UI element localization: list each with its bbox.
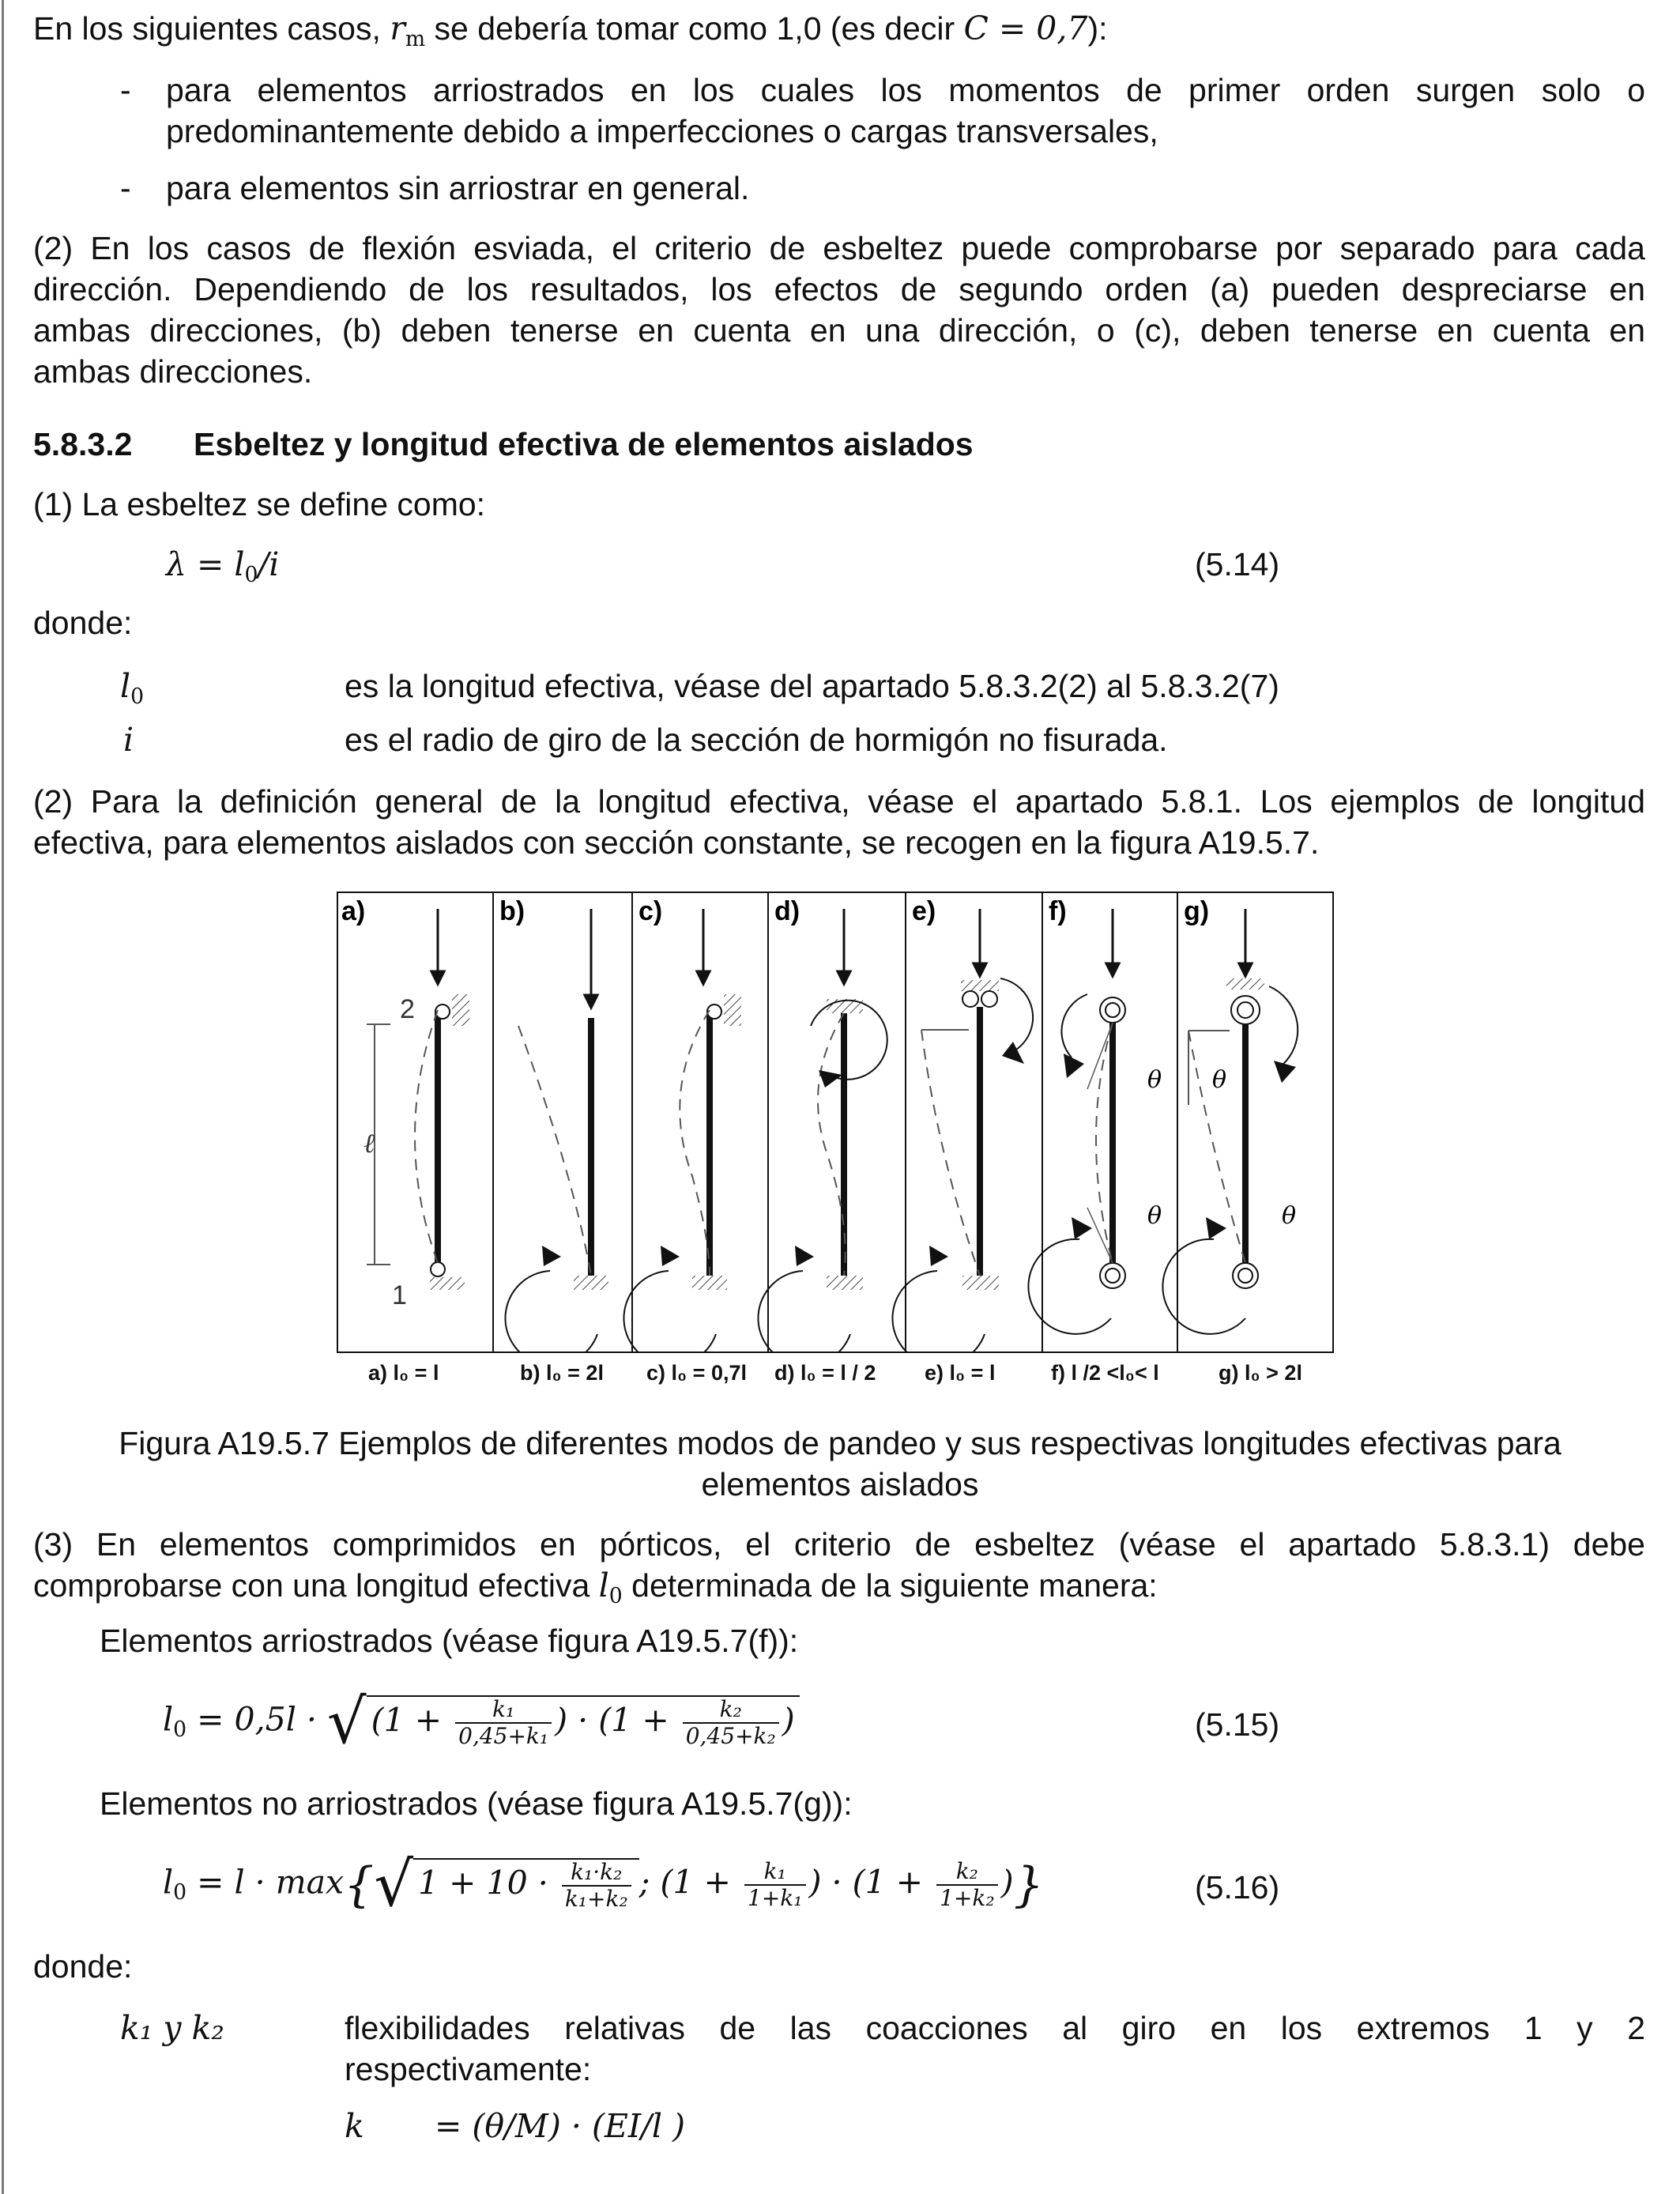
subcaption-f: f) l /2 <l₀< l bbox=[1051, 1361, 1159, 1385]
panel-label-f: f) bbox=[1049, 896, 1067, 926]
panel-label-a: a) bbox=[341, 896, 366, 926]
section-title: Esbeltez y longitud efectiva de elementos aislados bbox=[194, 426, 974, 462]
bullet-1-dash: - bbox=[120, 72, 131, 108]
subcaption-a: a) l₀ = l bbox=[368, 1361, 439, 1385]
equation-5-15: l0 = 0,5l · √ (1 + $\frac{\text{k₁}}{\text{0,45+k₁}}$ ) · (1 + $\frac{\text{k₂}}{\text{0,45+k₂}}$ ) bbox=[163, 1695, 800, 1750]
def-i-symbol: i bbox=[123, 721, 134, 759]
length-label: ℓ bbox=[363, 1128, 375, 1159]
page-left-border bbox=[2, 0, 4, 2194]
k-eq-rhs: = (θ/M) · (EI/l ) bbox=[435, 2107, 686, 2145]
theta-label-f-top: θ bbox=[1147, 1066, 1162, 1094]
panel-label-c: c) bbox=[638, 896, 663, 926]
subcaption-b: b) l₀ = 2l bbox=[520, 1361, 604, 1385]
equation-5-14-number: (5.14) bbox=[1195, 546, 1280, 582]
rm-symbol: rm bbox=[390, 9, 426, 51]
k-def-line-2: respectivamente: bbox=[345, 2051, 592, 2087]
intro-text-c: ): bbox=[1087, 10, 1108, 47]
subcaption-e: e) l₀ = l bbox=[925, 1361, 996, 1385]
s3-line-2: comprobarse con una longitud efectiva l0 determinada de la siguiente manera: bbox=[33, 1566, 1158, 1608]
p2-line-4: ambas direcciones. bbox=[33, 353, 313, 390]
donde-label-2: donde: bbox=[33, 1948, 133, 1985]
k-eq-lhs: k bbox=[345, 2107, 364, 2145]
panel-label-b: b) bbox=[499, 896, 525, 926]
c-equation: C = 0,7 bbox=[963, 9, 1088, 47]
subcaption-d: d) l₀ = l / 2 bbox=[774, 1361, 876, 1385]
s1-text: (1) La esbeltez se define como: bbox=[33, 486, 486, 522]
unbraced-heading: Elementos no arriostrados (véase figura A19.5.7(g)): bbox=[100, 1785, 853, 1822]
bullet-1-line-2: predominantemente debido a imperfecciones o cargas transversales, bbox=[166, 113, 1158, 149]
theta-label-f-bottom: θ bbox=[1147, 1202, 1162, 1230]
equation-5-14: λ = l0/i bbox=[166, 545, 280, 587]
buckling-modes-figure bbox=[337, 892, 1334, 1353]
subcaption-g: g) l₀ > 2l bbox=[1219, 1361, 1302, 1385]
equation-5-16-number: (5.16) bbox=[1195, 1869, 1280, 1906]
def-i-text: es el radio de giro de la sección de hormigón no fisurada. bbox=[345, 722, 1168, 758]
def-l0-symbol: l0 bbox=[120, 667, 145, 709]
panel-label-g: g) bbox=[1184, 896, 1210, 926]
figure-caption-line-2: elementos aislados bbox=[701, 1466, 979, 1502]
bullet-1-line-1: para elementos arriostrados en los cuales los momentos de primer orden surgen solo o bbox=[166, 72, 1645, 108]
equation-5-15-number: (5.15) bbox=[1195, 1706, 1280, 1743]
def-l0-text: es la longitud efectiva, véase del apartado 5.8.3.2(2) al 5.8.3.2(7) bbox=[345, 668, 1279, 704]
p2-line-3: ambas direcciones, (b) deben tenerse en cuenta en una dirección, o (c), deben tenerse en cuenta en bbox=[33, 312, 1645, 349]
s3-line-1: (3) En elementos comprimidos en pórticos, el criterio de esbeltez (véase el apartado 5.8.3.1) debe bbox=[33, 1526, 1645, 1563]
k-def-line-1: flexibilidades relativas de las coacciones al giro en los extremos 1 y 2 bbox=[345, 2010, 1645, 2046]
s2-line-1: (2) Para la definición general de la longitud efectiva, véase el apartado 5.8.1. Los ejemplos de longitud bbox=[33, 783, 1645, 820]
intro-text-b: se debería tomar como 1,0 (es decir bbox=[425, 10, 964, 47]
s2-line-2: efectiva, para elementos aislados con sección constante, se recogen en la figura A19.5.7. bbox=[33, 824, 1320, 861]
subcaption-c: c) l₀ = 0,7l bbox=[646, 1361, 747, 1385]
bullet-2-dash: - bbox=[120, 170, 131, 206]
node-1-label: 1 bbox=[392, 1280, 407, 1310]
panel-label-d: d) bbox=[774, 896, 800, 926]
braced-heading: Elementos arriostrados (véase figura A19.5.7(f)): bbox=[100, 1623, 799, 1659]
intro-text-a: En los siguientes casos, bbox=[33, 10, 390, 47]
p2-line-1: (2) En los casos de flexión esviada, el criterio de esbeltez puede comprobarse por separado para cada bbox=[33, 230, 1645, 266]
theta-label-g-top: θ bbox=[1212, 1066, 1227, 1094]
donde-label-1: donde: bbox=[33, 605, 133, 641]
section-number: 5.8.3.2 bbox=[33, 426, 133, 462]
equation-5-16: l0 = l · max{√ 1 + 10 · $\frac{\text{k₁·k₂}}{\text{k₁+k₂}}$ ; (1 + $\frac{\text{k₁}}{\text{1+k₁}}$ ) · (1 + $\frac{\text{k₂}}{\text{1+k₂}}$ )} bbox=[163, 1849, 1044, 1921]
theta-label-g-bottom: θ bbox=[1282, 1202, 1297, 1230]
bullet-2-line-1: para elementos sin arriostrar en general. bbox=[166, 170, 750, 206]
intro-paragraph bbox=[33, 8, 1108, 54]
p2-line-2: dirección. Dependiendo de los resultados, los efectos de segundo orden (a) pueden despreciarse en bbox=[33, 271, 1645, 307]
figure-caption-line-1: Figura A19.5.7 Ejemplos de diferentes modos de pandeo y sus respectivas longitudes efectivas para bbox=[119, 1425, 1561, 1461]
k-def-symbol: k₁ y k₂ bbox=[120, 2009, 224, 2047]
node-2-label: 2 bbox=[400, 994, 415, 1024]
panel-label-e: e) bbox=[912, 896, 936, 926]
